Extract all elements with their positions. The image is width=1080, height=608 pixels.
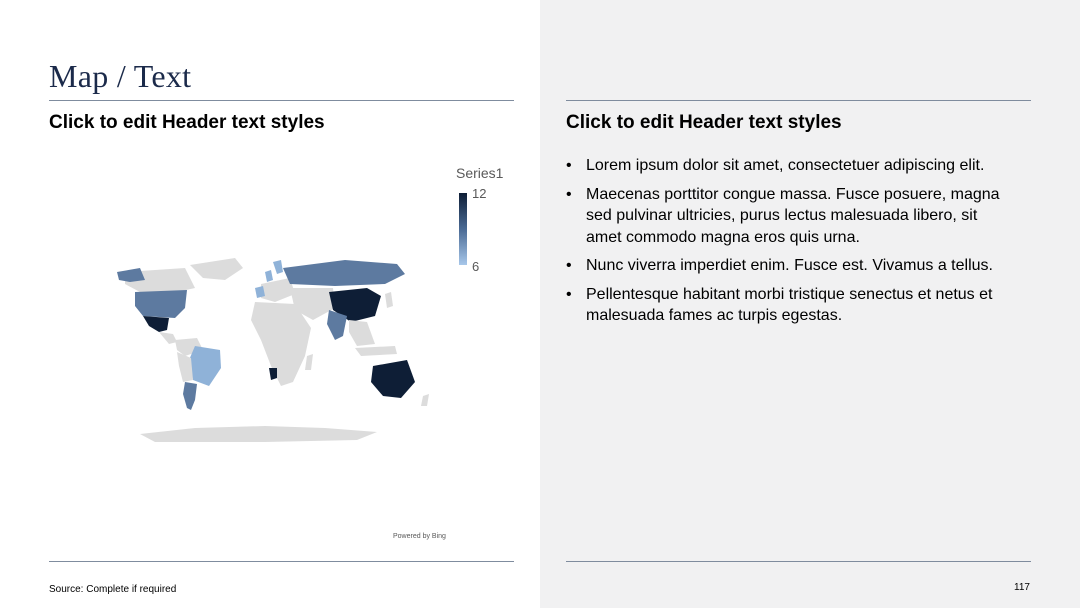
region-madagascar: [305, 354, 313, 370]
right-top-rule: [566, 100, 1031, 101]
region-usa: [135, 290, 187, 318]
region-indonesia: [355, 346, 397, 356]
region-africa: [251, 302, 311, 386]
right-bottom-rule: [566, 561, 1031, 562]
region-scandinavia: [273, 260, 283, 274]
right-header[interactable]: Click to edit Header text styles: [566, 112, 842, 133]
left-header[interactable]: Click to edit Header text styles: [49, 112, 325, 133]
legend-max-value: 12: [472, 186, 487, 201]
region-greenland: [190, 258, 243, 280]
bullet-item: • Nunc viverra imperdiet enim. Fusce est. Vivamus a tellus.: [566, 255, 1016, 277]
legend-title: Series1: [456, 165, 504, 181]
region-alaska: [117, 268, 145, 282]
region-south-africa: [269, 368, 277, 380]
left-bottom-rule: [49, 561, 514, 562]
region-russia: [283, 260, 405, 286]
bullet-item: • Maecenas porttitor congue massa. Fusce posuere, magna sed pulvinar ultricies, purus lectus malesuada libero, sit amet commodo magna eros quis urna.: [566, 184, 1016, 249]
region-se-asia: [349, 320, 375, 346]
region-uk: [265, 270, 273, 282]
legend-gradient-bar: [459, 193, 467, 265]
map-attribution: Powered by Bing: [393, 533, 446, 540]
region-japan: [385, 292, 393, 308]
bullet-item: • Pellentesque habitant morbi tristique senectus et netus et malesuada fames ac turpis egestas.: [566, 284, 1016, 327]
page-number: 117: [1014, 582, 1030, 593]
left-top-rule: [49, 100, 514, 101]
legend-min-value: 6: [472, 259, 480, 274]
slide-title[interactable]: Map / Text: [49, 58, 192, 94]
region-brazil: [189, 346, 221, 386]
region-mexico: [143, 316, 169, 332]
region-central-america: [159, 332, 177, 344]
region-new-zealand: [421, 394, 429, 406]
region-australia: [371, 360, 415, 398]
world-map-svg: [85, 160, 515, 550]
region-antarctica: [140, 426, 377, 442]
world-map[interactable]: [85, 160, 515, 550]
region-argentina: [183, 382, 197, 410]
bullet-list[interactable]: [566, 155, 1016, 334]
source-note[interactable]: Source: Complete if required: [49, 584, 177, 595]
bullet-item: • Lorem ipsum dolor sit amet, consectetuer adipiscing elit.: [566, 155, 1016, 177]
